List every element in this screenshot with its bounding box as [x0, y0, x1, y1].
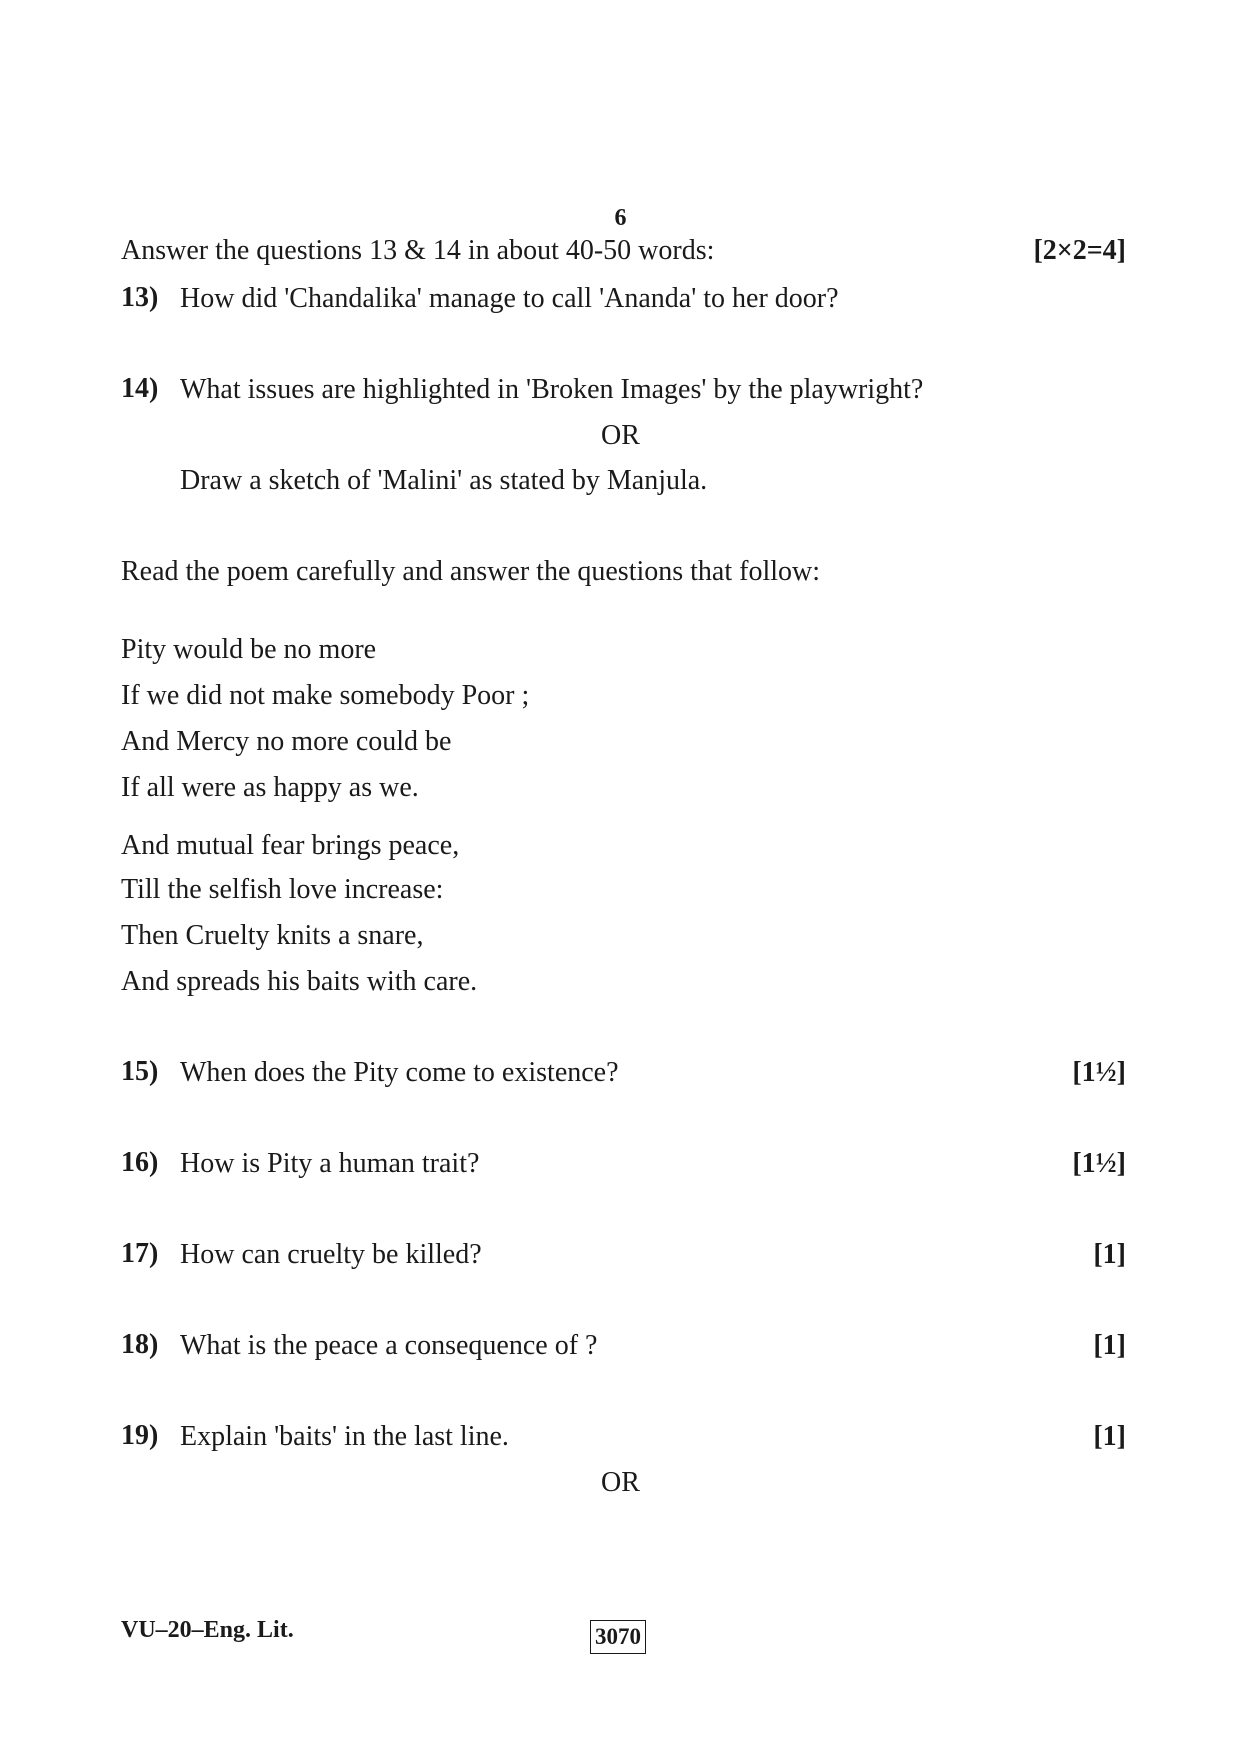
question-text-14: What issues are highlighted in 'Broken Images' by the playwright? [180, 374, 924, 405]
question-text-13: How did 'Chandalika' manage to call 'Ananda' to her door? [180, 283, 839, 314]
poem-line: If all were as happy as we. [121, 772, 419, 803]
question-text-18: What is the peace a consequence of ? [180, 1330, 598, 1361]
question-marks-18: [1] [1093, 1330, 1126, 1361]
section-a-instruction: Answer the questions 13 & 14 in about 40-50 words: [121, 235, 715, 266]
poem-line: Pity would be no more [121, 634, 377, 665]
question-number-17: 17) [121, 1238, 159, 1269]
serial-code-box: 3070 [590, 1620, 646, 1654]
question-number-19: 19) [121, 1420, 159, 1451]
question-marks-15: [1½] [1072, 1057, 1126, 1088]
question-number-18: 18) [121, 1329, 159, 1360]
question-text-16: How is Pity a human trait? [180, 1148, 480, 1179]
or-separator: OR [601, 420, 640, 451]
question-text-19: Explain 'baits' in the last line. [180, 1421, 509, 1452]
poem-line: Till the selfish love increase: [121, 874, 444, 905]
poem-line: And Mercy no more could be [121, 726, 452, 757]
section-a-marks: [2×2=4] [1033, 235, 1126, 266]
question-text-15: When does the Pity come to existence? [180, 1057, 619, 1088]
or-separator: OR [601, 1467, 640, 1498]
poem-line: And spreads his baits with care. [121, 966, 478, 997]
alternative-question-14: Draw a sketch of 'Malini' as stated by Manjula. [180, 465, 708, 496]
poem-line: If we did not make somebody Poor ; [121, 680, 530, 711]
question-number-16: 16) [121, 1147, 159, 1178]
paper-code: VU–20–Eng. Lit. [121, 1617, 294, 1643]
poem-line: Then Cruelty knits a snare, [121, 920, 424, 951]
question-number-14: 14) [121, 373, 159, 404]
question-marks-17: [1] [1093, 1239, 1126, 1270]
question-number-15: 15) [121, 1056, 159, 1087]
poem-instruction: Read the poem carefully and answer the questions that follow: [121, 556, 821, 587]
question-marks-19: [1] [1093, 1421, 1126, 1452]
poem-line: And mutual fear brings peace, [121, 830, 460, 861]
question-marks-16: [1½] [1072, 1148, 1126, 1179]
page-number: 6 [614, 205, 627, 231]
question-text-17: How can cruelty be killed? [180, 1239, 482, 1270]
question-number-13: 13) [121, 282, 159, 313]
